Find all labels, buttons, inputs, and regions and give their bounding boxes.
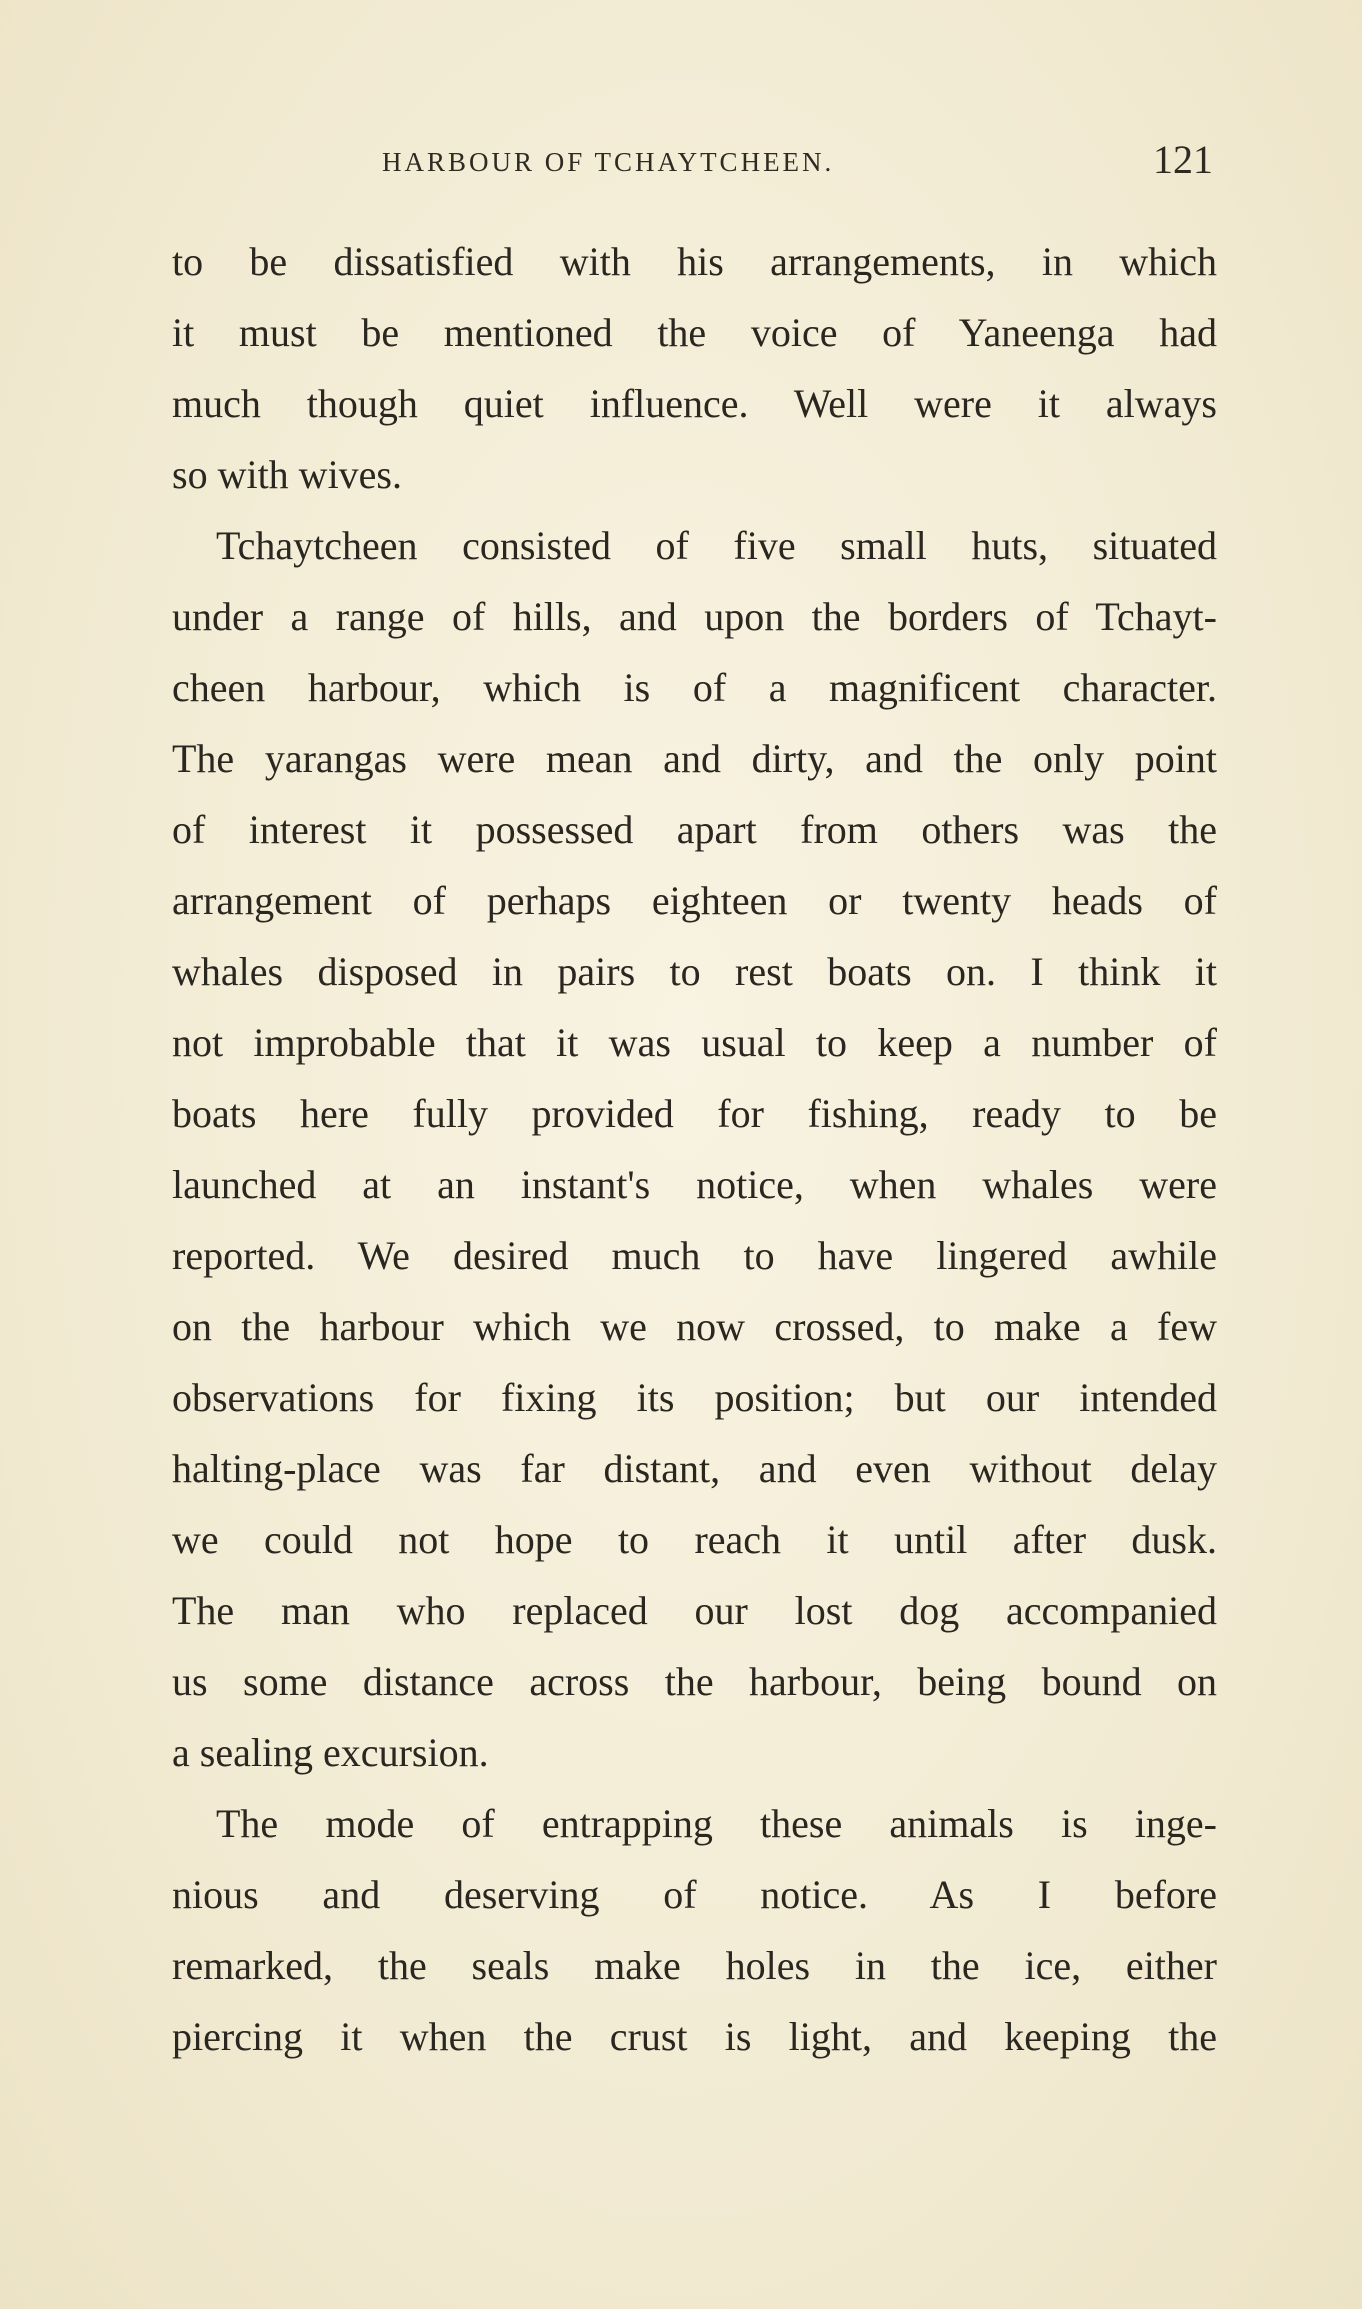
text-line: we could not hope to reach it until after dusk.	[172, 1517, 1217, 1562]
text-line: nious and deserving of notice. As I before	[172, 1872, 1217, 1917]
running-head	[172, 137, 1217, 184]
text-line: to be dissatisfied with his arrangements, in which	[172, 239, 1217, 284]
text-line: a sealing excursion.	[172, 1730, 489, 1775]
paragraph-first-line: Tchaytcheen consisted of five small huts, situated	[216, 523, 1217, 568]
page-number: 121	[1153, 137, 1213, 182]
text-line: reported. We desired much to have lingered awhile	[172, 1233, 1217, 1278]
text-line: arrangement of perhaps eighteen or twenty heads of	[172, 878, 1217, 923]
text-line: The yarangas were mean and dirty, and the only point	[172, 736, 1217, 781]
text-line: piercing it when the crust is light, and keeping the	[172, 2014, 1217, 2059]
text-line: much though quiet influence. Well were it always	[172, 381, 1217, 426]
text-line: cheen harbour, which is of a magnificent character.	[172, 665, 1217, 710]
text-line: of interest it possessed apart from others was the	[172, 807, 1217, 852]
text-line: launched at an instant's notice, when whales were	[172, 1162, 1217, 1207]
text-line: under a range of hills, and upon the borders of Tchayt-	[172, 594, 1217, 639]
text-line: remarked, the seals make holes in the ice, either	[172, 1943, 1217, 1988]
text-line: on the harbour which we now crossed, to make a few	[172, 1304, 1217, 1349]
text-line: boats here fully provided for fishing, ready to be	[172, 1091, 1217, 1136]
text-line: The man who replaced our lost dog accompanied	[172, 1588, 1217, 1633]
body-text	[172, 226, 1217, 2072]
text-line: it must be mentioned the voice of Yaneenga had	[172, 310, 1217, 355]
text-line: observations for fixing its position; but our intended	[172, 1375, 1217, 1420]
running-title: HARBOUR OF TCHAYTCHEEN.	[382, 147, 835, 177]
text-line: us some distance across the harbour, being bound on	[172, 1659, 1217, 1704]
text-line: whales disposed in pairs to rest boats on. I think it	[172, 949, 1217, 994]
text-line: halting-place was far distant, and even without delay	[172, 1446, 1217, 1491]
text-line: so with wives.	[172, 452, 402, 497]
paragraph-first-line: The mode of entrapping these animals is inge-	[216, 1801, 1217, 1846]
text-line: not improbable that it was usual to keep a number of	[172, 1020, 1217, 1065]
